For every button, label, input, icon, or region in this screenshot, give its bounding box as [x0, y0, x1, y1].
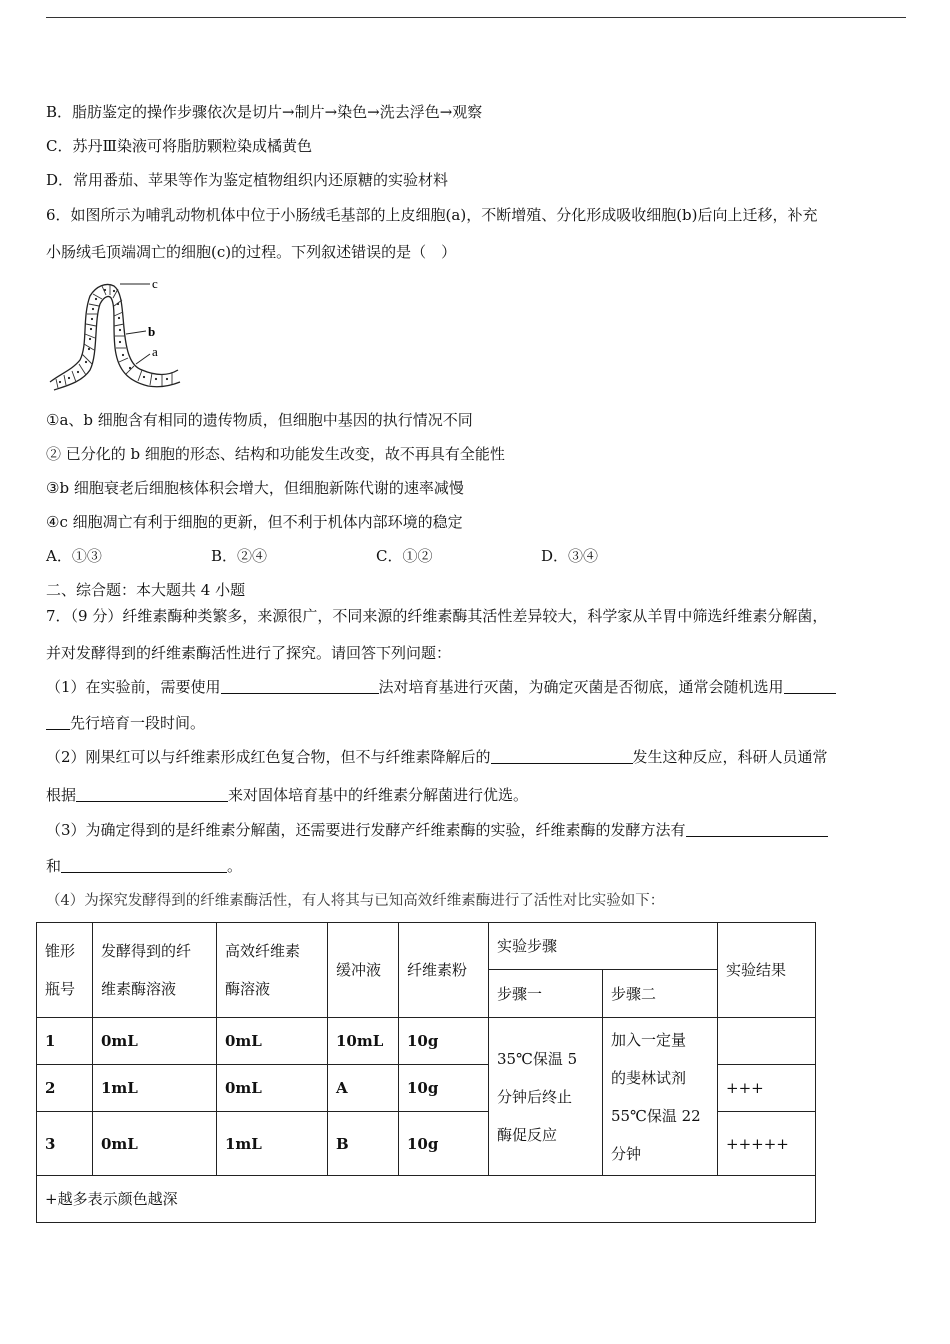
cell-efficient: 0mL [217, 1018, 328, 1065]
cell-powder: 10g [399, 1018, 489, 1065]
cell-step1: 35℃保温 5 分钟后终止 酶促反应 [489, 1018, 603, 1176]
cell-ferment: 0mL [93, 1112, 217, 1176]
q7-part3-text-c: 。 [227, 857, 243, 875]
table-note: +越多表示颜色越深 [37, 1176, 816, 1223]
q7-part1-text-a: （1）在实验前，需要使用 [46, 678, 221, 696]
q7-part3-text-a: （3）为确定得到的是纤维素分解菌，还需要进行发酵产纤维素酶的实验，纤维素酶的发酵方法有 [46, 821, 686, 839]
header-step1: 步骤一 [489, 970, 603, 1018]
label-b: b [148, 324, 156, 339]
cell-buffer: B [328, 1112, 399, 1176]
q7-part1-line2 [46, 713, 205, 733]
statement-2: ② 已分化的 b 细胞的形态、结构和功能发生改变，故不再具有全能性 [46, 445, 505, 463]
statement-1: ①a、b 细胞含有相同的遗传物质，但细胞中基因的执行情况不同 [46, 411, 473, 429]
cell-buffer: 10mL [328, 1018, 399, 1065]
answer-blank-3[interactable] [491, 747, 633, 764]
label-c: c [152, 278, 158, 291]
choice-a: A．①③ [46, 547, 102, 565]
label-a: a [152, 344, 158, 359]
header-buffer: 缓冲液 [328, 923, 399, 1018]
choice-b: B．②④ [211, 547, 268, 565]
cell-result: +++++ [718, 1112, 816, 1176]
q7-part2-text-d: 来对固体培育基中的纤维素分解菌进行优选。 [228, 786, 529, 804]
answer-blank-2[interactable] [784, 677, 836, 694]
option-b: B．脂肪鉴定的操作步骤依次是切片→制片→染色→洗去浮色→观察 [46, 103, 483, 121]
answer-blank-4[interactable] [76, 785, 228, 802]
cell-step2: 加入一定量 的斐林试剂 55℃保温 22 分钟 [603, 1018, 718, 1176]
header-cellulose-powder: 纤维素粉 [399, 923, 489, 1018]
cell-efficient: 1mL [217, 1112, 328, 1176]
q6-stem-line1: 6．如图所示为哺乳动物机体中位于小肠绒毛基部的上皮细胞(a)，不断增殖、分化形成吸收细胞(b)后向上迁移，补充 [46, 206, 818, 224]
q7-part3-line2 [46, 856, 242, 876]
top-rule [46, 17, 906, 18]
q7-part2-text-c: 根据 [46, 786, 77, 804]
statement-3: ③b 细胞衰老后细胞核体积会增大，但细胞新陈代谢的速率减慢 [46, 479, 464, 497]
cell-ferment: 1mL [93, 1065, 217, 1112]
q7-part2-line1 [46, 747, 828, 767]
cell-no: 3 [37, 1112, 93, 1176]
header-step2: 步骤二 [603, 970, 718, 1018]
q7-part1-text-c: 先行培育一段时间。 [70, 714, 206, 732]
cell-powder: 10g [399, 1065, 489, 1112]
header-steps: 实验步骤 [489, 923, 718, 970]
option-c: C．苏丹Ⅲ染液可将脂肪颗粒染成橘黄色 [46, 137, 312, 155]
option-d: D．常用番茄、苹果等作为鉴定植物组织内还原糖的实验材料 [46, 171, 449, 189]
answer-blank-6[interactable] [61, 856, 227, 873]
table-row [37, 1018, 816, 1065]
q7-part2-line2 [46, 785, 528, 805]
q7-part3-text-b: 和 [46, 857, 62, 875]
header-efficient-enzyme: 高效纤维素 酶溶液 [217, 923, 328, 1018]
statement-4: ④c 细胞凋亡有利于细胞的更新，但不利于机体内部环境的稳定 [46, 513, 463, 531]
q7-part3-line1 [46, 820, 828, 840]
answer-blank-1[interactable] [221, 677, 379, 694]
choice-d: D．③④ [541, 547, 599, 565]
choice-c: C．①② [376, 547, 433, 565]
intestinal-villus-figure [46, 278, 186, 394]
header-flask-no: 锥形 瓶号 [37, 923, 93, 1018]
cell-buffer: A [328, 1065, 399, 1112]
q7-part2-text-b: 发生这种反应，科研人员通常 [632, 748, 828, 766]
cell-efficient: 0mL [217, 1065, 328, 1112]
q7-stem-line2: 并对发酵得到的纤维素酶活性进行了探究。请回答下列问题： [46, 644, 452, 662]
cell-no: 2 [37, 1065, 93, 1112]
answer-blank-5[interactable] [686, 820, 828, 837]
q7-part1-text-b: 法对培育基进行灭菌，为确定灭菌是否彻底，通常会随机选用 [378, 678, 784, 696]
cell-ferment: 0mL [93, 1018, 217, 1065]
cell-no: 1 [37, 1018, 93, 1065]
header-fermented-enzyme: 发酵得到的纤 维素酶溶液 [93, 923, 217, 1018]
cell-powder: 10g [399, 1112, 489, 1176]
q7-part4: （4）为探究发酵得到的纤维素酶活性，有人将其与已知高效纤维素酶进行了活性对比实验如下： [46, 893, 665, 909]
q7-part2-text-a: （2）刚果红可以与纤维素形成红色复合物，但不与纤维素降解后的 [46, 748, 491, 766]
header-result: 实验结果 [718, 923, 816, 1018]
cell-result: +++ [718, 1065, 816, 1112]
q6-stem-line2: 小肠绒毛顶端凋亡的细胞(c)的过程。下列叙述错误的是（ ） [46, 243, 457, 261]
cell-result [718, 1018, 816, 1065]
answer-blank-2-cont[interactable] [46, 713, 70, 730]
q7-part1-line1 [46, 677, 836, 697]
experiment-table [36, 922, 816, 1223]
section-heading: 二、综合题：本大题共 4 小题 [46, 581, 246, 599]
q7-stem-line1: 7．（9 分）纤维素酶种类繁多，来源很广，不同来源的纤维素酶其活性差异较大，科学家从羊胃中筛选纤维素分解菌， [46, 607, 828, 625]
